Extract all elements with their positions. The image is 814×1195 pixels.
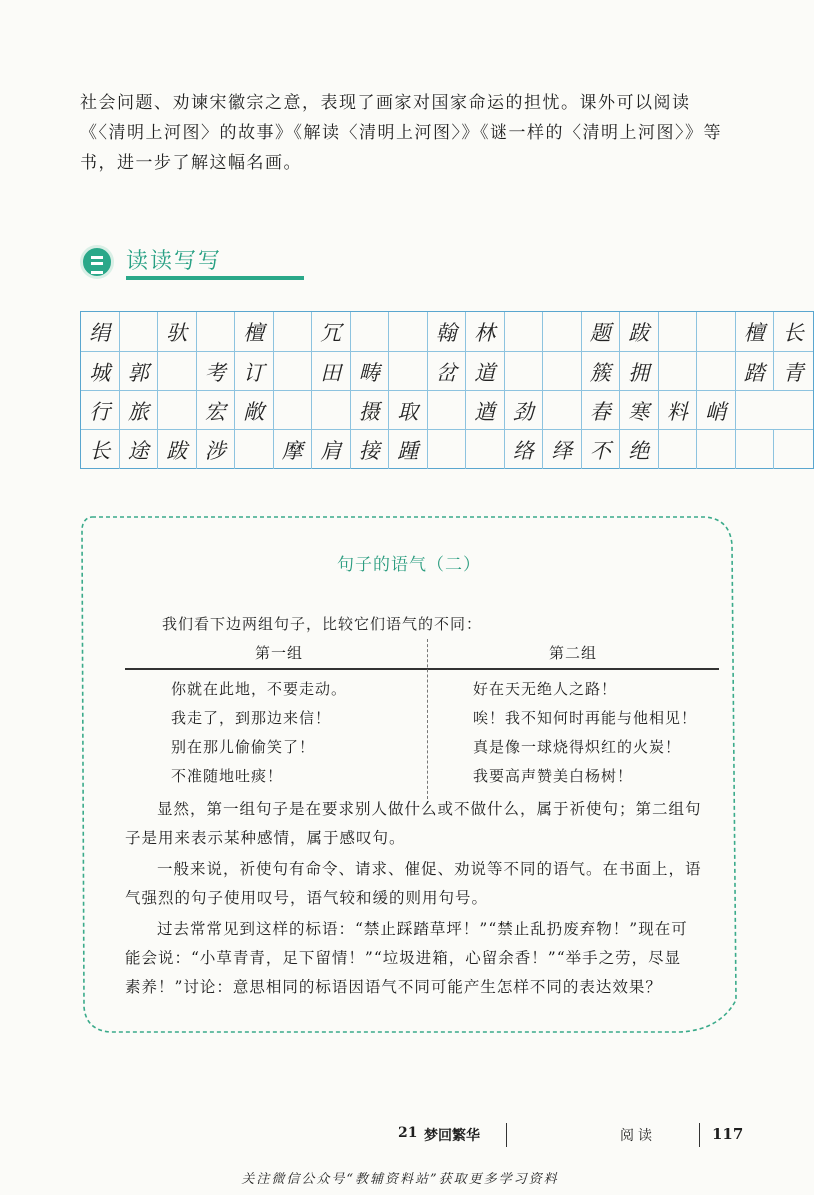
grid-cell	[543, 312, 582, 351]
grid-cell	[736, 391, 775, 430]
watermark: 关注微信公众号“教辅资料站”获取更多学习资料	[241, 1172, 559, 1187]
grid-cell: 络	[505, 430, 544, 469]
paragraph-line: 过去常常见到这样的标语：“禁止踩踏草坪！”“禁止乱扔废弃物！”现在可	[157, 920, 688, 938]
intro-line: 书，进一步了解这幅名画。	[80, 153, 302, 173]
grid-cell: 题	[582, 312, 621, 351]
group-one-item: 不准随地吐痰！	[171, 767, 284, 785]
grid-cell: 跋	[158, 430, 197, 469]
word-grid	[80, 311, 814, 469]
knowledge-box	[80, 515, 738, 1035]
grid-cell: 檀	[736, 312, 775, 351]
paragraph-line: 能会说：“小草青青，足下留情！”“垃圾进箱，心留余香！”“举手之劳，尽显	[125, 949, 682, 967]
grid-cell: 林	[466, 312, 505, 351]
grid-cell: 考	[197, 352, 236, 391]
group-one-item: 我走了，到那边来信！	[171, 709, 332, 727]
grid-cell: 不	[582, 430, 621, 469]
grid-cell	[389, 312, 428, 351]
group-two-item: 唉！我不知何时再能与他相见！	[473, 709, 698, 727]
grid-cell: 劲	[505, 391, 544, 430]
grid-cell: 拥	[620, 352, 659, 391]
grid-cell	[351, 312, 390, 351]
page-number: 117	[712, 1125, 744, 1143]
grid-row	[81, 390, 813, 429]
paragraph-line: 气强烈的句子使用叹号，语气较和缓的则用句号。	[125, 889, 489, 907]
group-one-head: 第一组	[255, 644, 304, 662]
grid-cell: 绝	[620, 430, 659, 469]
chapter-title: 梦回繁华	[424, 1128, 480, 1144]
section-heading	[80, 240, 280, 284]
grid-cell: 涉	[197, 430, 236, 469]
grid-cell: 峭	[697, 391, 736, 430]
body-paragraph	[125, 855, 725, 913]
table-divider	[427, 639, 428, 799]
grid-cell: 绎	[543, 430, 582, 469]
three-icon	[80, 245, 114, 279]
grid-cell: 长	[782, 320, 804, 345]
body-paragraph	[125, 915, 725, 1002]
grid-row	[81, 429, 813, 468]
grid-cell: 遒	[466, 391, 505, 430]
grid-cell	[428, 430, 467, 469]
intro-paragraph	[80, 88, 740, 178]
grid-cell	[505, 352, 544, 391]
grid-cell: 道	[466, 352, 505, 391]
group-two-item: 我要高声赞美白杨树！	[473, 767, 634, 785]
grid-row	[81, 312, 813, 351]
group-one-item: 你就在此地，不要走动。	[171, 680, 348, 698]
grid-cell: 旅	[120, 391, 159, 430]
table-rule	[125, 668, 719, 670]
grid-cell	[158, 352, 197, 391]
grid-cell	[274, 312, 313, 351]
grid-cell	[505, 312, 544, 351]
grid-cell	[466, 430, 505, 469]
section-title: 读读写写	[126, 249, 223, 274]
grid-cell: 檀	[235, 312, 274, 351]
grid-cell: 郭	[120, 352, 159, 391]
grid-cell	[274, 352, 313, 391]
chapter-number: 21	[398, 1125, 418, 1141]
group-two-head: 第二组	[549, 644, 598, 662]
footer-divider	[506, 1123, 507, 1147]
grid-cell	[428, 391, 467, 430]
unit-label: 阅读	[620, 1128, 656, 1144]
grid-cell: 畴	[351, 352, 390, 391]
group-one-item: 别在那儿偷偷笑了！	[171, 738, 316, 756]
grid-cell	[774, 430, 813, 469]
grid-cell: 城	[81, 352, 120, 391]
section-underline	[126, 276, 304, 280]
page-footer	[0, 1125, 800, 1147]
grid-cell: 宏	[197, 391, 236, 430]
grid-cell: 行	[81, 391, 120, 430]
paragraph-line: 素养！”讨论：意思相同的标语因语气不同可能产生怎样不同的表达效果？	[125, 978, 662, 996]
grid-cell: 敞	[235, 391, 274, 430]
grid-cell: 簇	[582, 352, 621, 391]
grid-cell: 接	[351, 430, 390, 469]
grid-cell	[543, 352, 582, 391]
group-two-item: 真是像一球烧得炽红的火炭！	[473, 738, 682, 756]
grid-cell: 翰	[428, 312, 467, 351]
grid-cell	[120, 312, 159, 351]
grid-row	[81, 351, 813, 390]
grid-cell	[659, 312, 698, 351]
box-lead: 我们看下边两组句子，比较它们语气的不同：	[162, 615, 483, 633]
grid-cell: 肩	[312, 430, 351, 469]
grid-cell	[697, 352, 736, 391]
grid-cell: 驮	[158, 312, 197, 351]
grid-cell: 寒	[620, 391, 659, 430]
grid-cell: 踏	[736, 352, 775, 391]
grid-cell	[659, 430, 698, 469]
grid-cell: 春	[582, 391, 621, 430]
grid-cell	[697, 430, 736, 469]
paragraph-line: 子是用来表示某种感情，属于感叹句。	[125, 829, 406, 847]
paragraph-line: 一般来说，祈使句有命令、请求、催促、劝说等不同的语气。在书面上，语	[157, 860, 702, 878]
grid-cell: 踵	[389, 430, 428, 469]
grid-cell	[312, 391, 351, 430]
grid-cell: 长	[81, 430, 120, 469]
grid-cell	[197, 312, 236, 351]
grid-cell	[158, 391, 197, 430]
grid-cell: 料	[659, 391, 698, 430]
grid-cell	[543, 391, 582, 430]
footer-divider	[699, 1123, 700, 1147]
grid-cell: 跋	[620, 312, 659, 351]
grid-cell	[274, 391, 313, 430]
box-title: 句子的语气（二）	[337, 555, 481, 575]
grid-cell	[235, 430, 274, 469]
grid-cell: 冗	[312, 312, 351, 351]
group-two-item: 好在天无绝人之路！	[473, 680, 618, 698]
grid-cell	[736, 430, 775, 469]
grid-cell: 摩	[274, 430, 313, 469]
grid-cell	[659, 352, 698, 391]
grid-cell	[389, 352, 428, 391]
grid-cell: 途	[120, 430, 159, 469]
grid-cell: 青	[782, 360, 804, 385]
grid-cell: 岔	[428, 352, 467, 391]
grid-cell: 绢	[81, 312, 120, 351]
intro-line: 《〈清明上河图〉的故事》《解读〈清明上河图〉》《谜一样的〈清明上河图〉》等	[80, 123, 722, 143]
body-paragraph	[125, 795, 725, 853]
grid-cell: 摄	[351, 391, 390, 430]
grid-cell: 订	[235, 352, 274, 391]
grid-cell: 取	[389, 391, 428, 430]
grid-cell: 田	[312, 352, 351, 391]
paragraph-line: 显然，第一组句子是在要求别人做什么或不做什么，属于祈使句；第二组句	[157, 800, 702, 818]
intro-line: 社会问题、劝谏宋徽宗之意，表现了画家对国家命运的担忧。课外可以阅读	[80, 93, 691, 113]
grid-cell	[697, 312, 736, 351]
